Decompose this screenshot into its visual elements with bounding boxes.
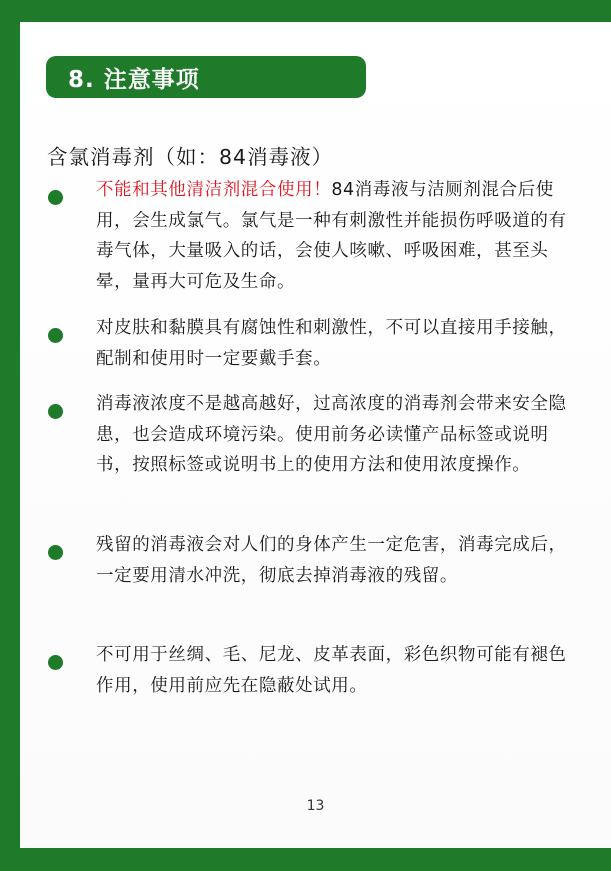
bullet-icon <box>48 190 63 205</box>
bullet-icon <box>48 404 63 419</box>
section-title: 8. 注意事项 <box>68 66 200 93</box>
warning-text: 不能和其他清洁剂混合使用！ <box>96 180 332 200</box>
section-header <box>46 56 366 98</box>
list-item-text <box>96 530 576 591</box>
list-item-text <box>96 313 576 374</box>
list-item-text <box>96 640 576 701</box>
list-item-body: 对皮肤和黏膜具有腐蚀性和刺激性，不可以直接用手接触，配制和使用时一定要戴手套。 <box>96 318 567 369</box>
subtitle: 含氯消毒剂（如：84消毒液） <box>47 145 334 169</box>
bullet-icon <box>48 545 63 560</box>
page-number: 13 <box>306 798 325 814</box>
page <box>20 22 611 848</box>
list-item-body: 消毒液浓度不是越高越好，过高浓度的消毒剂会带来安全隐患，也会造成环境污染。使用前务必读懂产品标签或说明书，按照标签或说明书上的使用方法和使用浓度操作。 <box>96 394 567 475</box>
list-item-body: 84消毒液与洁厕剂混合后使用，会生成氯气。氯气是一种有刺激性并能损伤呼吸道的有毒气体，大量吸入的话，会使人咳嗽、呼吸困难，甚至头晕，量再大可危及生命。 <box>96 180 567 292</box>
list-item-text <box>96 389 576 481</box>
bullet-icon <box>48 655 63 670</box>
list-item-body: 残留的消毒液会对人们的身体产生一定危害，消毒完成后，一定要用清水冲洗，彻底去掉消毒液的残留。 <box>96 535 567 586</box>
bullet-icon <box>48 328 63 343</box>
list-item-body: 不可用于丝绸、毛、尼龙、皮革表面，彩色织物可能有褪色作用，使用前应先在隐蔽处试用。 <box>96 645 567 696</box>
list-item-text <box>96 175 576 297</box>
